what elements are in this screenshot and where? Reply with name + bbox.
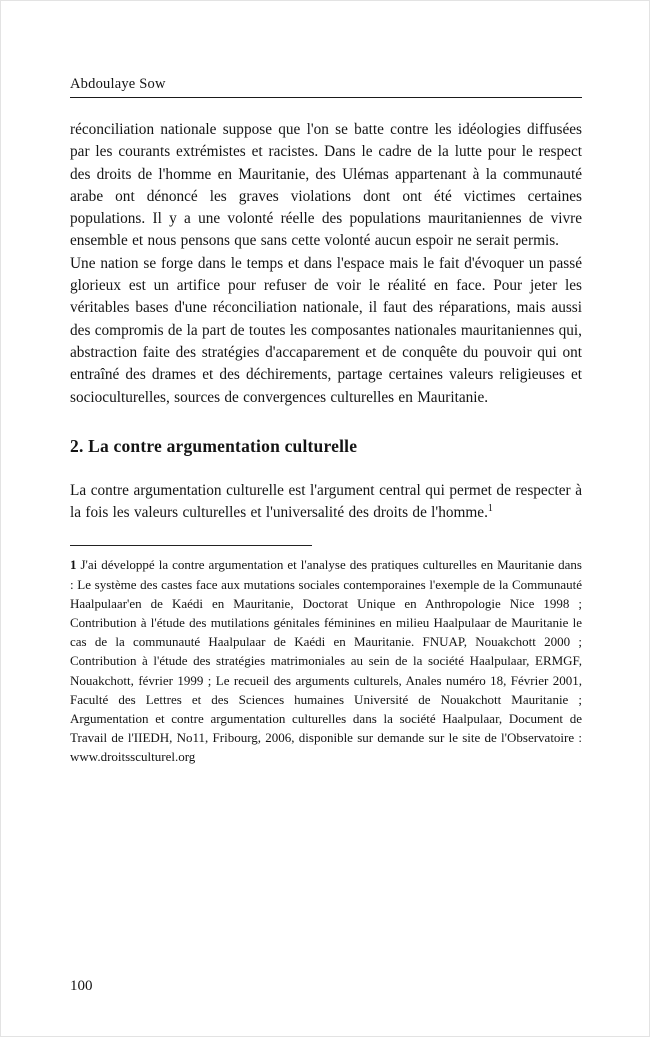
footnote-text: J'ai développé la contre argumentation et l'analyse des pratiques culturelles en Mauritanie dans : Le système des castes face aux mutations sociales contemporaines l'exemple de la Communauté Haalpulaar'en de Kaédi en Mauritanie, Doctorat Unique en Anthropologie Nice 1998 ; Contribution à l'étude des mutilations génitales féminines en milieu Haalpulaar de Mauritanie le cas de la communauté Haalpulaar de Kaédi en Mauritanie. FNUAP, Nouakchott 2000 ; Contribution à l'étude des stratégies matrimoniales au sein de la société Haalpulaar, ERMGF, Nouakchott, février 1999 ; Le recueil des arguments culturels, Anales numéro 18, Février 2001, Faculté des Lettres et des Sciences humaines Université de Nouakchott Mauritanie ; Argumentation et contre argumentation culturelles dans la société Haalpulaar, Document de Travail de l'IIEDH, No11, Fribourg, 2006, disponible sur demande sur le site de l'Observatoire : www.droitssculturel.org bbox=[70, 557, 582, 765]
body-paragraph bbox=[70, 480, 582, 525]
footnote-reference: 1 bbox=[487, 503, 493, 515]
paragraph-text: La contre argumentation culturelle est l'argument central qui permet de respecter à la fois les valeurs culturelles et l'universalité des droits de l'homme. bbox=[70, 481, 582, 522]
footnote bbox=[70, 555, 582, 766]
page-body bbox=[70, 119, 582, 524]
body-paragraph: Une nation se forge dans le temps et dans l'espace mais le fait d'évoquer un passé glorieux est un artifice pour refuser de voir le réalité en face. Pour jeter les véritables bases d'une réconciliation nationale, il faut des réparations, mais aussi des compromis de la part de toutes les composantes nationales mauritaniennes qui, abstraction faite des stratégies d'accaparement et de conquête du pouvoir qui ont entraîné des drames et des déchirements, partage certaines valeurs religieuses et socioculturelles, sources de convergences culturelles en Mauritanie. bbox=[70, 254, 582, 406]
footnote-number: 1 bbox=[70, 557, 77, 573]
section-heading: 2. La contre argumentation culturelle bbox=[70, 435, 358, 456]
page-footer bbox=[70, 545, 582, 994]
running-header bbox=[70, 76, 582, 98]
body-paragraph: réconciliation nationale suppose que l'on se batte contre les idéologies diffusées par les courants extrémistes et racistes. Dans le cadre de la lutte pour le respect des droits de l'homme en Mauritanie, des Ulémas appartenant à la communauté arabe ont dénoncé les graves violations dont ont été victimes certaines populations. Il y a une volonté réelle des populations mauritaniennes de vivre ensemble et nous pensons que sans cette volonté aucun espoir ne serait permis. bbox=[70, 121, 582, 250]
footnote-separator-rule bbox=[70, 545, 312, 546]
page-number: 100 bbox=[70, 978, 93, 994]
running-header-author: Abdoulaye Sow bbox=[70, 76, 166, 92]
